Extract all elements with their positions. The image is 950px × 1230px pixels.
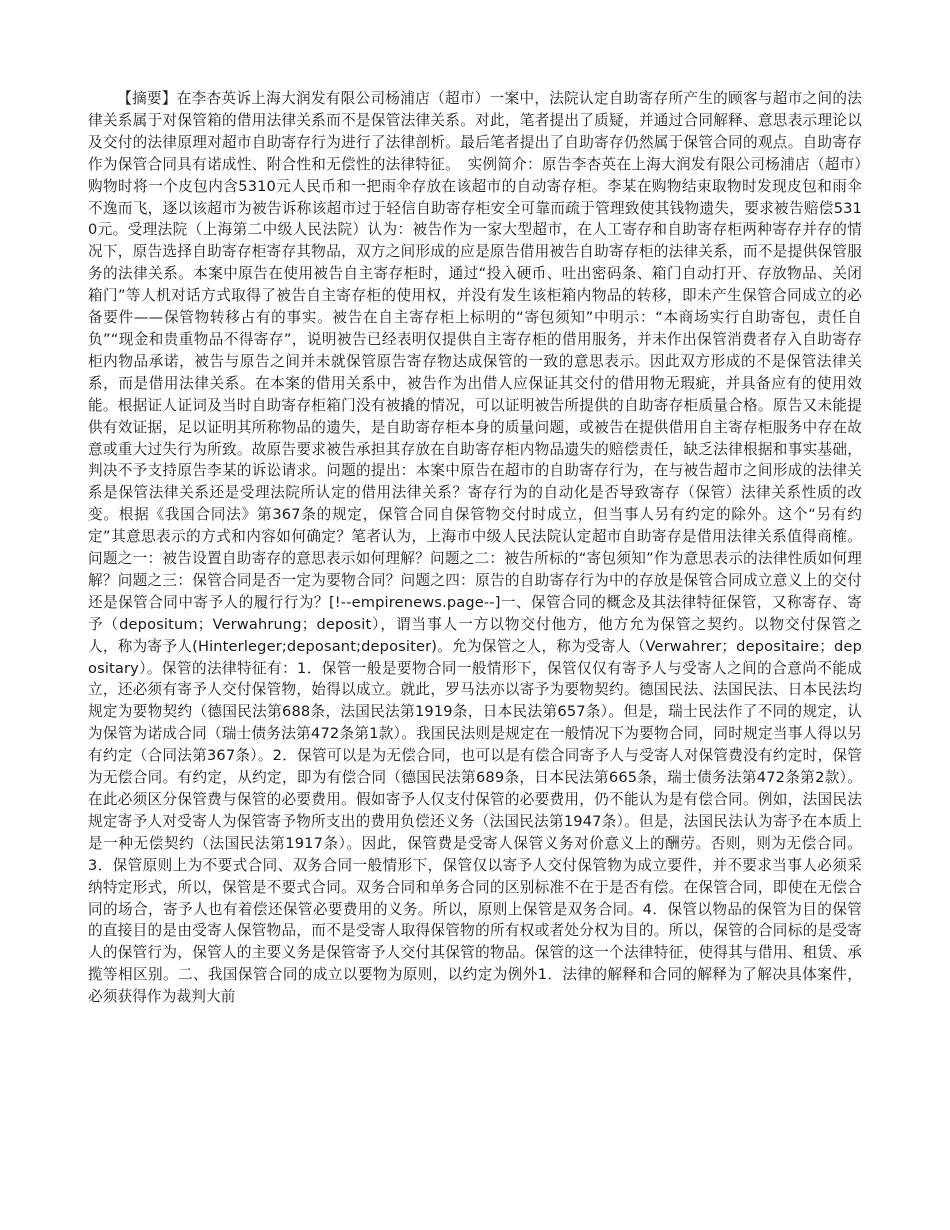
document-page: [88, 88, 862, 1008]
article-body-text: 【摘要】在李杏英诉上海大润发有限公司杨浦店（超市）一案中，法院认定自助寄存所产生的顾客与超市之间的法律关系属于对保管箱的借用法律关系而不是保管法律关系。对此，笔者提出了质疑，并通过合同解释、意思表示理论以及交付的法律原理对超市自助寄存行为进行了法律剖析。最后笔者提出了自助寄存仍然属于保管合同的观点。自助寄存作为保管合同具有诺成性、附合性和无偿性的法律特征。 实例简介：原告李杏英在上海大润发有限公司杨浦店（超市）购物时将一个皮包内含5310元人民币和一把雨伞存放在该超市的自动寄存柜。李某在购物结束取物时发现皮包和雨伞不逸而飞，逐以该超市为被告诉称该超市过于轻信自助寄存柜安全可靠而疏于管理致使其钱物遗失，要求被告赔偿5310元。受理法院（上海第二中级人民法院）认为：被告作为一家大型超市，在人工寄存和自助寄存柜两种寄存并存的情况下，原告选择自助寄存柜寄存其物品，双方之间形成的应是原告借用被告自助寄存柜的法律关系，而不是提供保管服务的法律关系。本案中原告在使用被告自主寄存柜时，通过“投入硬币、吐出密码条、箱门自动打开、存放物品、关闭箱门”等人机对话方式取得了被告自主寄存柜的使用权，并没有发生该柜箱内物品的转移，即未产生保管合同成立的必备要件——保管物转移占有的事实。被告在自主寄存柜上标明的“寄包须知”中明示：“本商场实行自助寄包，责任自负”“现金和贵重物品不得寄存”，说明被告已经表明仅提供自主寄存柜的借用服务，并未作出保管消费者存入自助寄存柜内物品承诺，被告与原告之间并未就保管原告寄存物达成保管的一致的意思表示。因此双方形成的不是保管法律关系，而是借用法律关系。在本案的借用关系中，被告作为出借人应保证其交付的借用物无瑕疵，并具备应有的使用效能。根据证人证词及当时自助寄存柜箱门没有被撬的情况，可以证明被告所提供的自助寄存柜质量合格。原告又未能提供有效证据，足以证明其所称物品的遗失，是自助寄存柜本身的质量问题，或被告在提供借用自主寄存柜服务中存在故意或重大过失行为所致。故原告要求被告承担其存放在自助寄存柜内物品遗失的赔偿责任，缺乏法律根据和事实基础，判决不予支持原告李某的诉讼请求。问题的提出：本案中原告在超市的自助寄存行为，在与被告超市之间形成的法律关系是保管法律关系还是受理法院所认定的借用法律关系？寄存行为的自动化是否导致寄存（保管）法律关系性质的改变。根据《我国合同法》第367条的规定，保管合同自保管物交付时成立，但当事人另有约定的除外。这个“另有约定”其意思表示的方式和内容如何确定？笔者认为，上海市中级人民法院认定超市自助寄存是借用法律关系值得商榷。问题之一：被告设置自助寄存的意思表示如何理解？问题之二：被告所标的“寄包须知”作为意思表示的法律性质如何理解？问题之三：保管合同是否一定为要物合同？问题之四：原告的自助寄存行为中的存放是保管合同成立意义上的交付还是保管合同中寄予人的履行行为？[!--empirenews.page--]一、保管合同的概念及其法律特征保管，又称寄存、寄予（depositum；Verwahrung；deposit），谓当事人一方以物交付他方，他方允为保管之契约。以物交付保管之人，称为寄予人(Hinterleger;deposant;depositer)。允为保管之人，称为受寄人（Verwahrer；depositaire；depositary）。保管的法律特征有：1．保管一般是要物合同一般情形下，保管仅仅有寄予人与受寄人之间的合意尚不能成立，还必须有寄予人交付保管物，始得以成立。就此，罗马法亦以寄予为要物契约。德国民法、法国民法、日本民法均规定为要物契约（德国民法第688条，法国民法第1919条，日本民法第657条）。但是，瑞士民法作了不同的规定，认为保管为诺成合同（瑞士债务法第472条第1款）。我国民法则是规定在一般情况下为要物合同，同时规定当事人得以另有约定（合同法第367条）。2．保管可以是为无偿合同，也可以是有偿合同寄予人与受寄人对保管费没有约定时，保管为无偿合同。有约定，从约定，即为有偿合同（德国民法第689条，日本民法第665条，瑞士债务法第472条第2款）。在此必须区分保管费与保管的必要费用。假如寄予人仅支付保管的必要费用，仍不能认为是有偿合同。例如，法国民法规定寄予人对受寄人为保管寄予物所支出的费用负偿还义务（法国民法第1947条）。但是，法国民法认为寄予在本质上是一种无偿契约（法国民法第1917条）。因此，保管费是受寄人保管义务对价意义上的酬劳。否则，则为无偿合同。3．保管原则上为不要式合同、双务合同一般情形下，保管仅以寄予人交付保管物为成立要件，并不要求当事人必须采纳特定形式，所以，保管是不要式合同。双务合同和单务合同的区别标准不在于是否有偿。在保管合同，即使在无偿合同的场合，寄予人也有着偿还保管必要费用的义务。所以，原则上保管是双务合同。4．保管以物品的保管为目的保管的直接目的是由受寄人保管物品，而不是受寄人取得保管物的所有权或者处分权为目的。所以，保管的合同标的是受寄人的保管行为，保管人的主要义务是保管寄予人交付其保管的物品。保管的这一个法律特征，使得其与借用、租赁、承揽等相区别。二、我国保管合同的成立以要物为原则，以约定为例外1．法律的解释和合同的解释为了解决具体案件，必须获得作为裁判大前: [88, 90, 862, 1006]
